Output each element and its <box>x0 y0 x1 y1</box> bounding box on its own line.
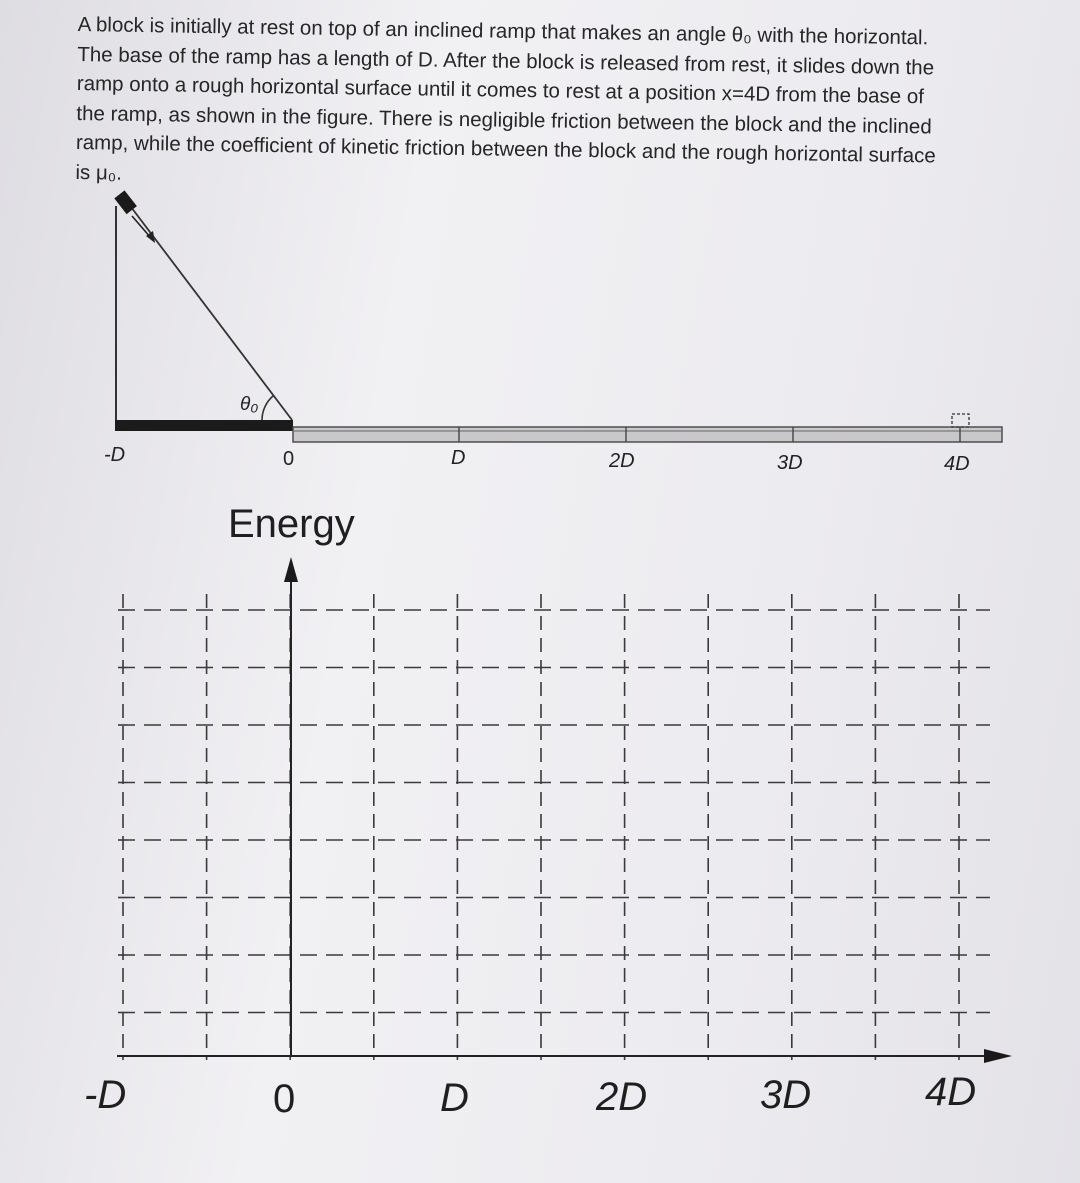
x-axis-arrow-icon <box>984 1049 1012 1063</box>
energy-label-2d: 2D <box>596 1075 648 1119</box>
energy-label-neg-d: -D <box>84 1073 127 1117</box>
problem-line: ramp, while the coefficient of kinetic friction between the block and the rough horizontal surface <box>75 130 936 168</box>
energy-label-3d: 3D <box>760 1073 812 1117</box>
problem-line: ramp onto a rough horizontal surface until it comes to rest at a position x=4D from the base of <box>76 71 925 109</box>
problem-line: is μ₀. <box>75 160 123 185</box>
figure-label-0: 0 <box>283 448 295 470</box>
figure-label-4d: 4D <box>944 453 970 475</box>
angle-label: θ₀ <box>240 394 259 415</box>
figure-label-neg-d: -D <box>104 444 126 466</box>
problem-line: The base of the ramp has a length of D. After the block is released from rest, it slides down the <box>77 42 935 79</box>
energy-grid <box>118 594 990 1060</box>
energy-label-0: 0 <box>273 1077 296 1121</box>
energy-title: Energy <box>228 502 355 546</box>
energy-label-d: D <box>440 1076 469 1120</box>
figure-label-2d: 2D <box>609 450 635 472</box>
energy-axis-labels <box>84 1070 976 1121</box>
problem-line: the ramp, as shown in the figure. There is negligible friction between the block and the inclined <box>76 101 932 138</box>
y-axis-arrow-icon <box>284 557 298 582</box>
problem-line: A block is initially at rest on top of an inclined ramp that makes an angle θ₀ with the horizontal. <box>77 12 929 50</box>
figure-label-3d: 3D <box>777 452 803 474</box>
energy-label-4d: 4D <box>925 1070 977 1114</box>
figure-label-d: D <box>451 447 466 469</box>
